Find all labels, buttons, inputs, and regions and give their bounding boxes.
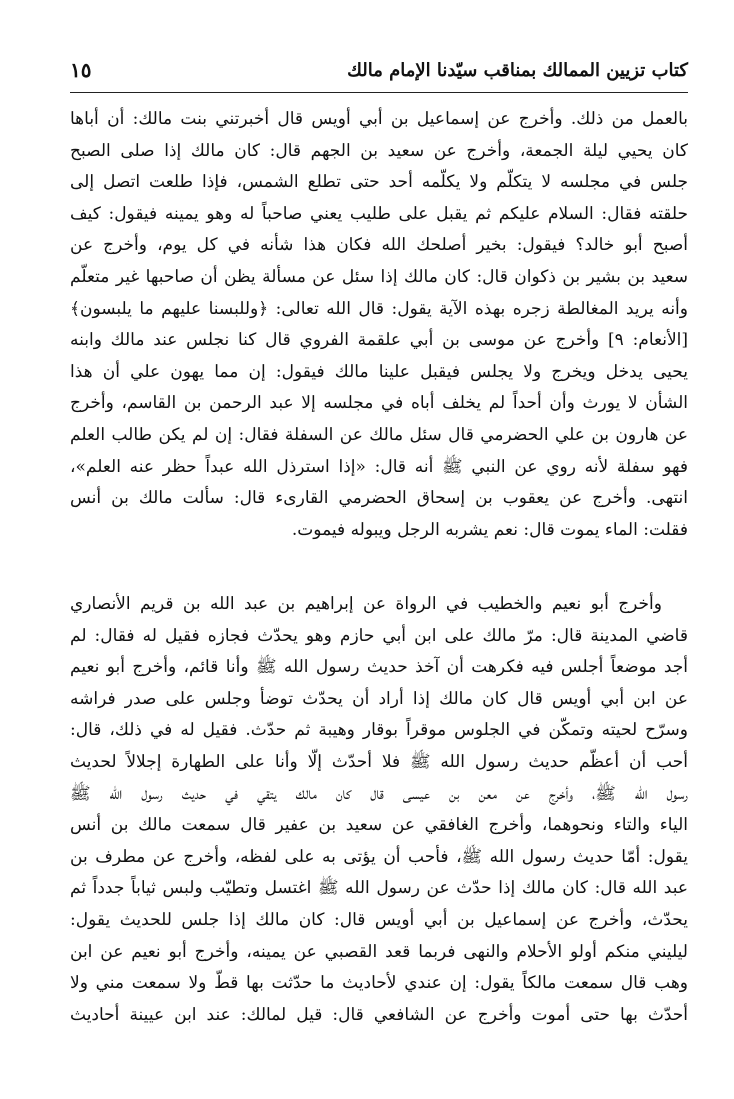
text-line: قاضي المدينة قال: مرّ مالك على ابن أبي حازم وهو يحدّث فجازه فقيل له فقال: لم: [70, 625, 688, 646]
running-header: [70, 56, 688, 90]
text-line: أحدّث بها حتى أموت وأخرج عن الشافعي قال: قيل لمالك: عند ابن عيينة أحاديث: [70, 1004, 688, 1025]
text-line: وسرّح لحيته وتمكّن في الجلوس موقراً بوقار وهيبة ثم حدّث. فقيل له في ذلك، قال:: [70, 720, 688, 741]
text-line: كان يحيي ليلة الجمعة، وأخرج عن سعيد بن الجهم قال: كان مالك إذا صلى الصبح: [70, 140, 688, 161]
text-line: حلقته فقال: السلام عليكم ثم يقبل على طليب يعني صاحباً له وهو يمينه فيقول: كيف: [70, 203, 688, 224]
text-line: الشأن لا يورث وأن أحداً لم يخلف أباه في مجلسه إلا عبد الرحمن بن القاسم، وأخرج: [70, 393, 688, 414]
text-line: وأخرج أبو نعيم والخطيب في الرواة عن إبراهيم بن عبد الله بن قريم الأنصاري: [70, 594, 662, 614]
text-line: أجد موضعاً أجلس فيه فكرهت أن آخذ حديث رسول الله ﷺ وأنا قائم، وأخرج أبو نعيم: [70, 657, 688, 678]
text-line: يقول: أمّا حديث رسول الله ﷺ، فأحب أن يؤتى به على لفظه، وأخرج عن مطرف بن: [70, 846, 688, 867]
text-line: يحيى يدخل ويخرج ولا يجلس فيقبل علينا مالك فيقول: إن مما يهون علي أن هذا: [70, 361, 688, 382]
text-line: فهو سفلة لأنه روي عن النبي ﷺ أنه قال: «إذا استرذل الله عبداً حظر عنه العلم»،: [70, 456, 688, 477]
text-line: فقلت: الماء يموت قال: نعم يشربه الرجل ويبوله فيموت.: [291, 519, 688, 540]
text-line: أحب أن أعظّم حديث رسول الله ﷺ فلا أحدّث إلّا وأنا على الطهارة إجلالاً لحديث: [70, 751, 688, 772]
text-line: انتهى. وأخرج عن يعقوب بن إسحاق الحضرمي القارىء قال: سألت مالك بن أنس: [70, 488, 688, 509]
text-line: ليليني منكم أولو الأحلام والنهى فربما قعد القصبي عن يمينه، وأخرج أبو نعيم عن ابن: [70, 941, 688, 962]
text-line: بالعمل من ذلك. وأخرج عن إسماعيل بن أبي أويس قال أخبرتني بنت مالك: أن أباها: [70, 109, 688, 129]
book-title: كتاب تزيين الممالك بمناقب سيّدنا الإمام مالك: [347, 60, 688, 81]
paragraph-1: [70, 104, 688, 546]
text-line: الياء والتاء ونحوهما، وأخرج الغافقي عن سعيد بن عفير قال سمعت مالك بن أنس: [70, 815, 688, 836]
text-line: وأنه يريد المغالطة زجره بهذه الآية يقول: قال الله تعالى: ﴿وللبسنا عليهم ما يلبسون﴾: [70, 298, 688, 319]
text-line: عن ابن أبي أويس قال كان مالك إذا أراد أن يحدّث توضأ وجلس على صدر فراشه: [70, 688, 688, 709]
header-rule: [70, 92, 688, 93]
text-line: أصبح أبو خالد؟ فيقول: بخير أصلحك الله فكان هذا شأنه في كل يوم، وأخرج عن: [70, 235, 688, 256]
text-line: جلس في مجلسه لا يتكلّم ولا يكلّمه أحد حتى تطلع الشمس، فإذا طلعت اتصل إلى: [70, 172, 688, 193]
text-line: [الأنعام: ٩] وأخرج عن موسى بن أبي علقمة الفروي قال كنا نجلس عند مالك وابنه: [70, 330, 688, 351]
text-line: عن هارون بن علي الحضرمي قال سئل مالك عن السفلة فقال: إن لم يكن طالب العلم: [70, 424, 688, 445]
text-line: سعيد بن بشير بن ذكوان قال: كان مالك إذا سئل عن مسألة يظن أن صاحبها غير متعلّم: [70, 266, 688, 287]
text-line: يحدّث، وأخرج عن إسماعيل بن أبي أويس قال: كان مالك إذا جلس للحديث يقول:: [70, 909, 688, 930]
page-number: ١٥: [70, 58, 92, 82]
paragraph-2: [70, 589, 688, 1031]
text-line: وهب قال سمعت مالكاً يقول: إن عندي لأحاديث ما حدّثت بها قطّ ولا سمعت مني ولا: [70, 973, 688, 994]
text-line: رسول الله ﷺ، وأخرج عن معن بن عيسى قال كان مالك يتقي في حديث رسول الله ﷺ: [70, 783, 688, 804]
text-line: عبد الله قال: كان مالك إذا حدّث عن رسول الله ﷺ اغتسل وتطيّب ولبس ثياباً جدداً ثم: [70, 878, 688, 899]
